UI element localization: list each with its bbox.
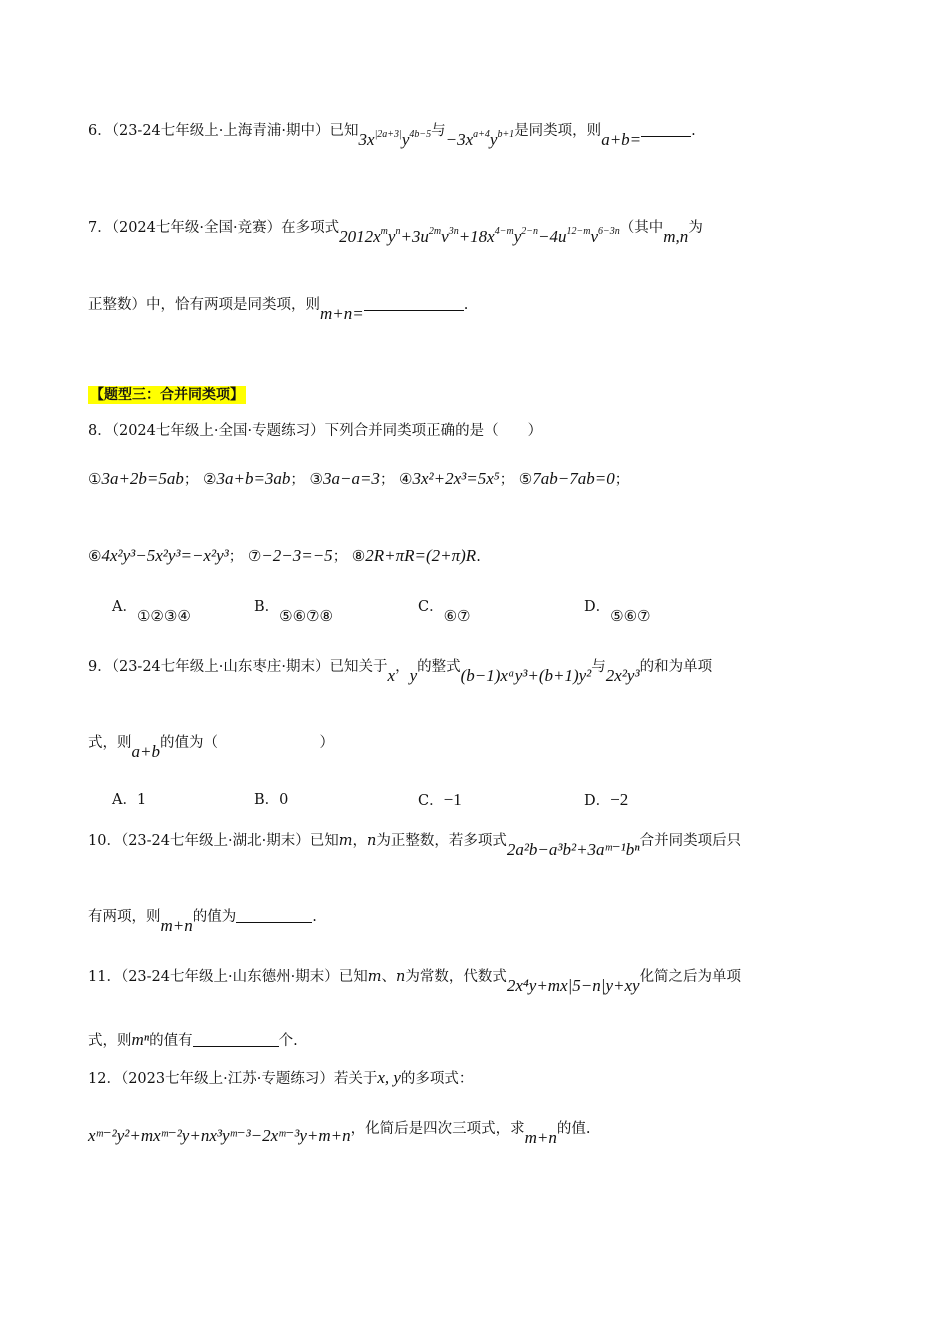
question-6 — [88, 120, 696, 149]
q7-line2: 正整数）中，恰有两项是同类项，则 — [88, 297, 320, 313]
question-7-line2 — [88, 294, 469, 323]
q8-option-d[interactable]: D．⑤⑥⑦ — [584, 599, 651, 625]
q12-mid: 的多项式： — [400, 1071, 474, 1087]
answer-blank[interactable] — [193, 1032, 279, 1047]
q9-expr2: 2x²y³ — [605, 666, 640, 685]
q11-line2c: 个. — [278, 1033, 298, 1049]
q10-n: n — [366, 833, 377, 849]
q10-ask: m+n — [160, 916, 193, 935]
q6-number: 6． — [88, 123, 112, 139]
q8-statements-row1 — [88, 469, 629, 490]
q9-line2a: 式，则 — [88, 735, 132, 751]
statement-8: ⑧2R+πR=(2+π)R. — [351, 546, 481, 565]
q8-option-b[interactable]: B．⑤⑥⑦⑧ — [254, 599, 333, 625]
q9-ask: a+b — [131, 742, 160, 761]
statement-2: ②3a+b=3ab； — [203, 469, 305, 488]
q9-expr: (b−1)xᵃy³+(b+1)y² — [460, 666, 592, 685]
q10-expr: 2a²b−a³b²+3aᵐ⁻¹bⁿ — [506, 840, 640, 859]
statement-3: ③3a−a=3； — [309, 469, 395, 488]
q7-vars: m,n — [663, 227, 689, 246]
q11-expr: 2x⁴y+mx|5−n|y+xy — [506, 976, 640, 995]
answer-blank[interactable] — [364, 296, 464, 311]
q9-option-c[interactable]: C．−1 — [418, 790, 462, 809]
question-8 — [88, 421, 542, 441]
q11-mn: mⁿ — [131, 1030, 150, 1049]
question-9 — [88, 656, 713, 685]
q8-number: 8． — [88, 423, 112, 439]
q9-mid: 的整式 — [417, 659, 461, 675]
q10-end: . — [312, 909, 317, 925]
q6-term2: $-3x^{a+4}y^{b+1}$ — [445, 129, 515, 149]
answer-blank[interactable] — [236, 908, 312, 923]
q9-option-d[interactable]: D．−2 — [584, 790, 629, 809]
q6-ask: a+b= — [601, 130, 642, 149]
q9-line2b: 的值为（ ） — [159, 735, 334, 751]
q12-source: （2023七年级上·江苏·专题练习）若关于 — [120, 1071, 378, 1087]
statement-6: ⑥4x²y³−5x²y³=−x²y³； — [88, 546, 244, 565]
statement-7: ⑦−2−3=−5； — [247, 546, 348, 565]
answer-blank[interactable] — [641, 122, 691, 137]
q10-tail: 合并同类项后只 — [639, 833, 742, 849]
q7-source: （2024七年级·全国·竞赛）在多项式 — [111, 220, 340, 236]
q9-source: （23-24七年级上·山东枣庄·期末）已知关于 — [111, 659, 388, 675]
q11-number: 11． — [88, 969, 121, 985]
question-9-line2 — [88, 732, 334, 761]
statement-4: ④3x²+2x³=5x⁵； — [399, 469, 515, 488]
question-10 — [88, 830, 742, 859]
q8-statements-row2 — [88, 546, 481, 567]
q7-ask: m+n= — [320, 304, 364, 323]
q9-option-a[interactable]: A．1 — [112, 792, 147, 808]
q10-line2a: 有两项，则 — [88, 909, 161, 925]
q9-comma: ， — [395, 659, 410, 675]
q11-m: m — [367, 969, 382, 985]
q7-end: . — [463, 297, 469, 313]
question-10-line2 — [88, 906, 317, 935]
q10-m: m — [338, 833, 353, 849]
q9-x: x — [387, 666, 396, 685]
q11-line2b: 的值有 — [149, 1033, 193, 1049]
q8-option-a[interactable]: A．①②③④ — [112, 599, 191, 625]
q6-source: （23-24七年级上·上海青浦·期中）已知 — [111, 123, 359, 139]
q8-source: （2024七年级上·全国·专题练习）下列合并同类项正确的是（ ） — [111, 423, 543, 439]
q11-n: n — [395, 969, 406, 985]
q6-end: . — [691, 123, 696, 139]
q8-option-c[interactable]: C．⑥⑦ — [418, 599, 471, 625]
question-12 — [88, 1068, 473, 1089]
q9-tail: 的和为单项 — [639, 659, 713, 675]
q12-end: 的值. — [556, 1121, 591, 1137]
q11-tail: 化简之后为单项 — [639, 969, 742, 985]
q10-mid: 为正整数，若多项式 — [376, 833, 507, 849]
q12-tail: ，化简后是四次三项式，求 — [350, 1121, 525, 1137]
question-7 — [88, 217, 703, 246]
q9-number: 9． — [88, 659, 112, 675]
q12-vars: x, y — [377, 1068, 401, 1087]
question-11-line2 — [88, 1030, 298, 1051]
q10-line2b: 的值为 — [192, 909, 237, 925]
q7-polynomial: $2012x^my^n+3u^{2m}v^{3n}+18x^{4-m}y^{2-n}-4u^{12-m}v^{6-3n}$ — [339, 226, 620, 246]
question-12-line2 — [88, 1118, 591, 1147]
q9-option-b[interactable]: B．0 — [254, 792, 289, 808]
q6-tail: 是同类项，则 — [514, 123, 602, 139]
q12-number: 12． — [88, 1071, 121, 1087]
q6-term1: $3x^{|2a+3|}y^{4b-5}$ — [358, 129, 432, 149]
q7-wei: 为 — [688, 220, 703, 236]
q11-mid: 为常数，代数式 — [405, 969, 507, 985]
q7-number: 7． — [88, 220, 112, 236]
q12-ask: m+n — [524, 1128, 557, 1147]
q11-sep: 、 — [381, 969, 396, 985]
q9-with: 与 — [591, 659, 606, 675]
q10-source: （23-24七年级上·湖北·期末）已知 — [120, 833, 339, 849]
q11-source: （23-24七年级上·山东德州·期末）已知 — [120, 969, 368, 985]
q7-paren: （其中 — [619, 220, 664, 236]
q12-expr: xᵐ⁻²y²+mxᵐ⁻²y+nx³yᵐ⁻³−2xᵐ⁻³y+m+n — [88, 1126, 351, 1145]
q10-sep: ， — [352, 833, 367, 849]
q9-y: y — [409, 666, 418, 685]
q6-connector: 与 — [431, 123, 446, 139]
question-11 — [88, 966, 742, 995]
section-heading: 【题型三：合并同类项】 — [90, 387, 244, 403]
q11-line2a: 式，则 — [88, 1033, 132, 1049]
statement-1: ①3a+2b=5ab； — [88, 469, 199, 488]
statement-5: ⑤7ab−7ab=0； — [518, 469, 630, 488]
q10-number: 10． — [88, 833, 121, 849]
